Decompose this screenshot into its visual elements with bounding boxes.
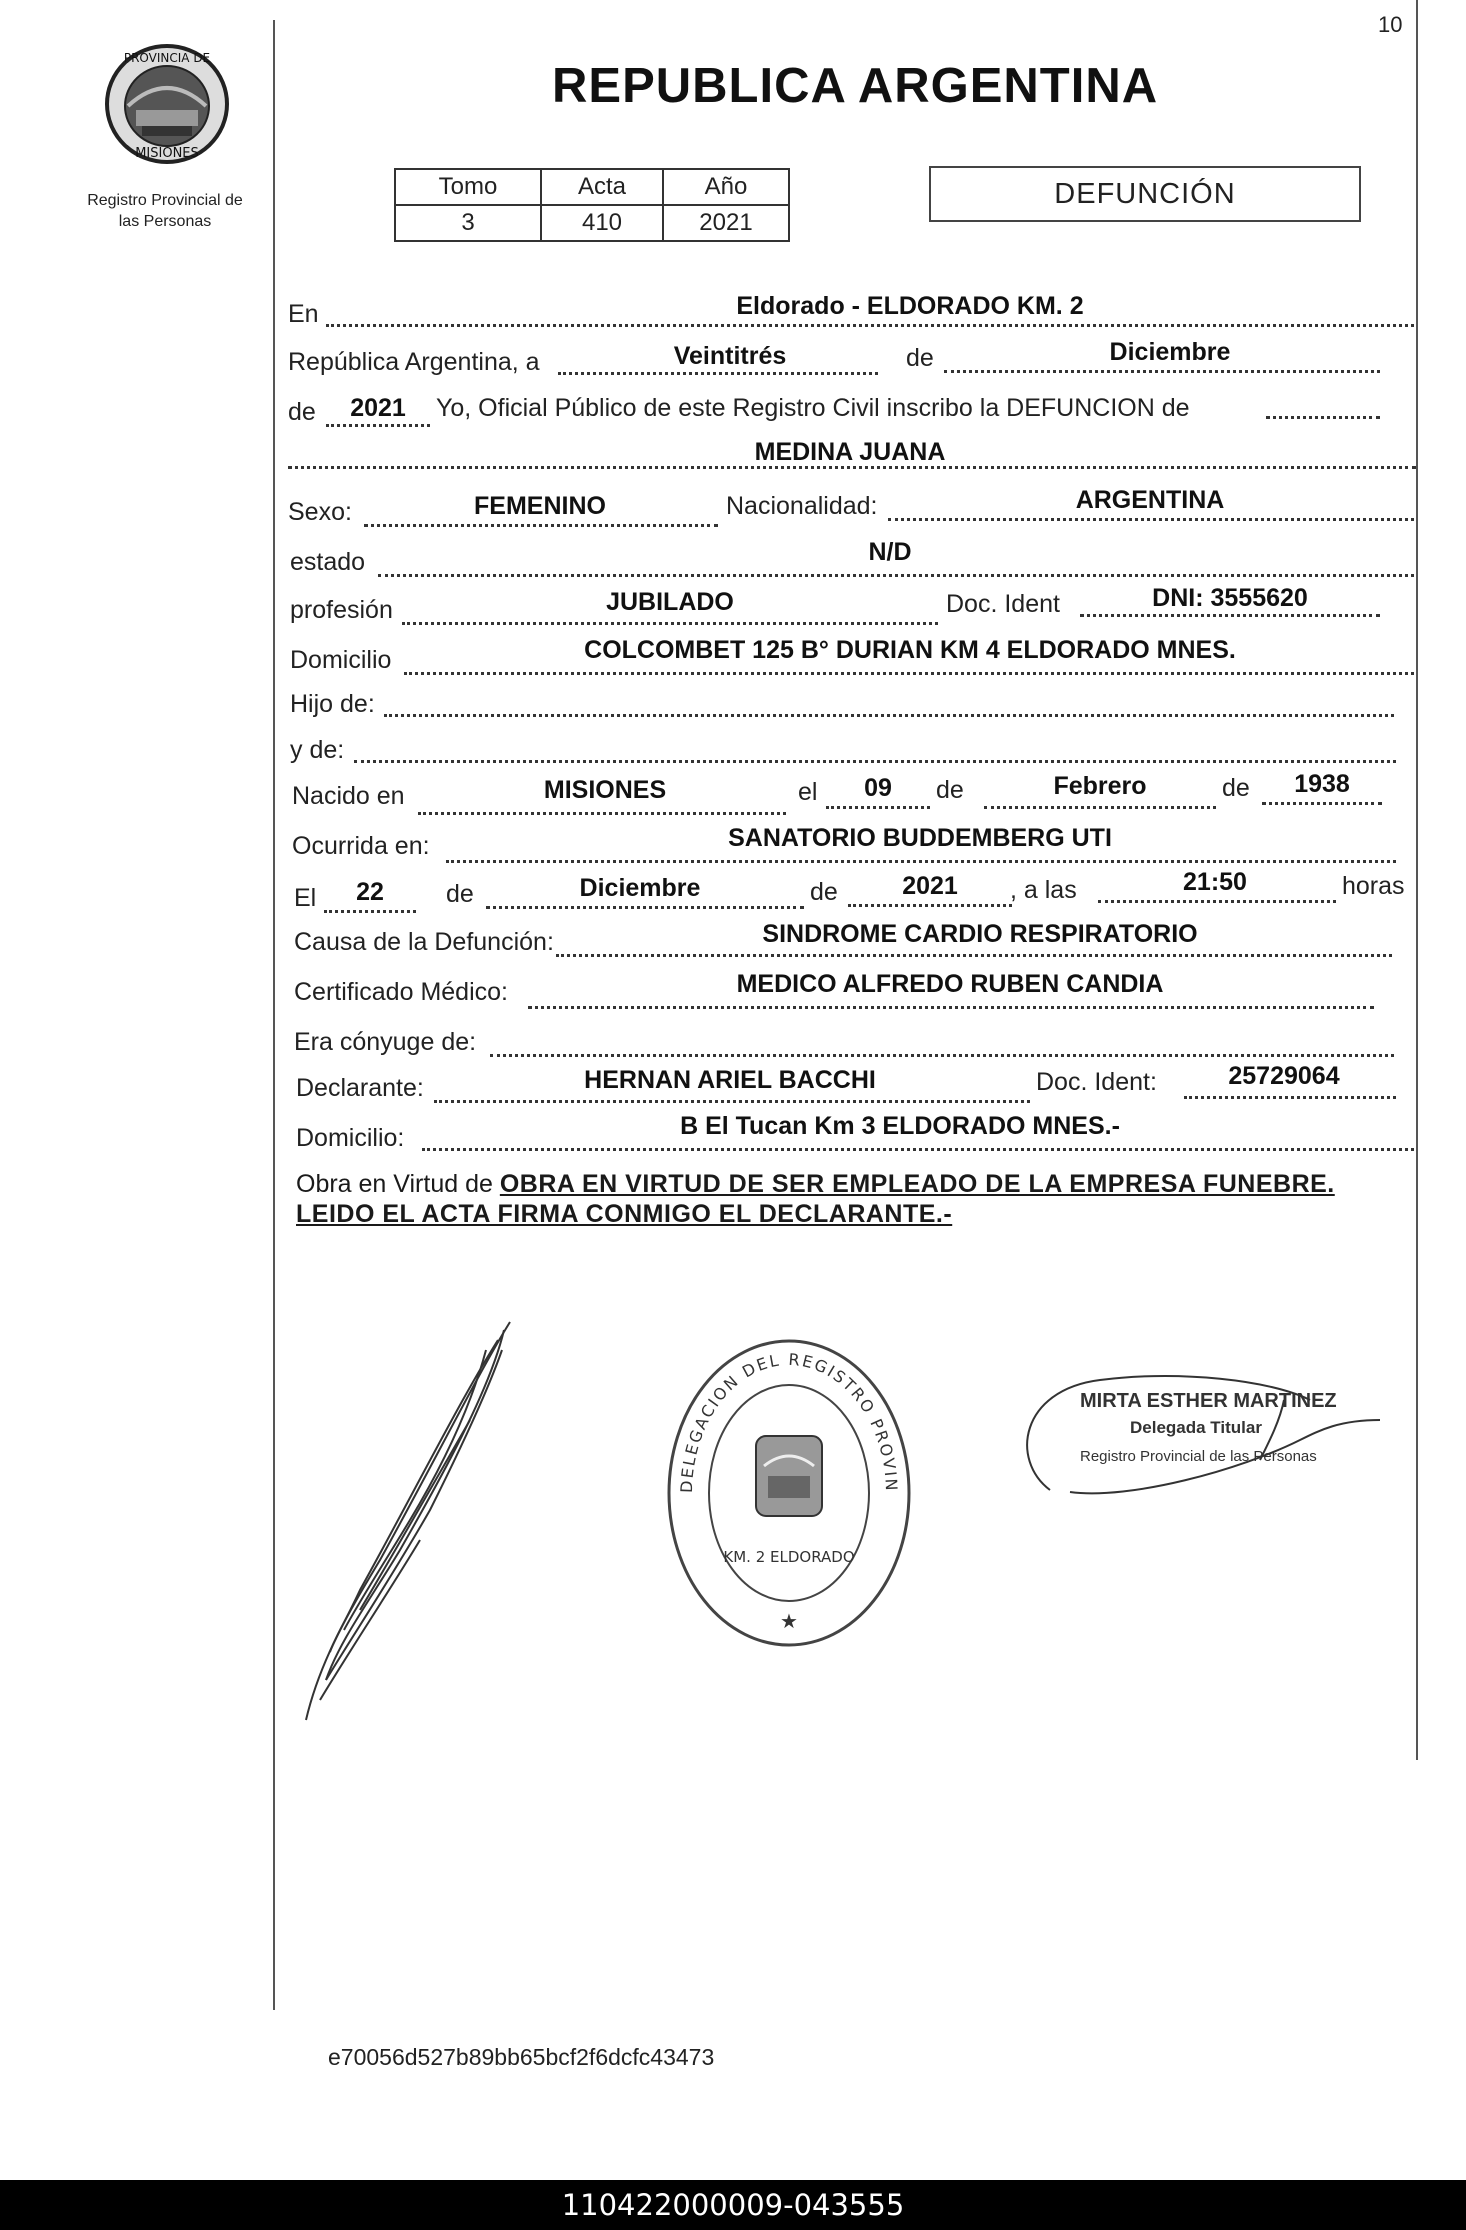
acta-header: Acta [541, 169, 663, 205]
value-causa: SINDROME CARDIO RESPIRATORIO [762, 920, 1198, 948]
value-declarante-domicilio: B El Tucan Km 3 ELDORADO MNES.- [680, 1112, 1120, 1140]
label-horas: horas [1342, 872, 1405, 900]
value-lugar: Eldorado - ELDORADO KM. 2 [736, 292, 1084, 320]
label-profesion: profesión [290, 596, 393, 624]
dots [1262, 802, 1382, 805]
province-logo [96, 40, 238, 170]
value-declarante-doc: 25729064 [1228, 1062, 1340, 1090]
value-obra-line1: OBRA EN VIRTUD DE SER EMPLEADO DE LA EMPRESA FUNEBRE. [499, 1170, 1335, 1198]
value-profesion: JUBILADO [606, 588, 734, 616]
bottom-code-bar: 110422000009-043555 [0, 2180, 1466, 2230]
dots [556, 954, 1392, 957]
dots [434, 1100, 1030, 1103]
label-doc-ident: Doc. Ident [946, 590, 1060, 618]
value-def-mes: Diciembre [579, 874, 701, 902]
value-nacionalidad: ARGENTINA [1075, 486, 1225, 514]
svg-text:PROVINCIA DE: PROVINCIA DE [123, 51, 211, 65]
label-nacionalidad: Nacionalidad: [726, 492, 878, 520]
value-estado: N/D [868, 538, 912, 566]
label-republica: República Argentina, a [288, 348, 540, 376]
label-de-1: de [906, 344, 934, 372]
obra-line-1 [296, 1170, 1335, 1199]
svg-text:MISIONES: MISIONES [135, 146, 199, 161]
dots [418, 812, 786, 815]
acta-value: 410 [541, 205, 663, 241]
value-anio: 2021 [350, 394, 406, 422]
svg-text:KM. 2 ELDORADO: KM. 2 ELDORADO [723, 1548, 855, 1566]
label-doc-ident-declarante: Doc. Ident: [1036, 1068, 1157, 1096]
value-def-dia: 22 [356, 878, 384, 906]
label-en: En [288, 300, 319, 328]
dots [402, 622, 938, 625]
record-type: DEFUNCIÓN [929, 166, 1361, 222]
label-domicilio-declarante: Domicilio: [296, 1124, 405, 1152]
right-margin-line [1416, 0, 1418, 1760]
tomo-value: 3 [395, 205, 541, 241]
declarant-signature [290, 1310, 530, 1730]
logo-caption-line1: Registro Provincial de [87, 192, 243, 209]
dots [422, 1148, 1414, 1151]
value-doc-ident: DNI: 3555620 [1152, 584, 1308, 612]
value-nombre: MEDINA JUANA [754, 438, 946, 466]
dots [1266, 416, 1380, 419]
value-ocurrida-en: SANATORIO BUDDEMBERG UTI [728, 824, 1112, 852]
dots [384, 714, 1394, 717]
label-el: el [798, 778, 818, 806]
page-number: 10 [1378, 12, 1403, 37]
anio-value: 2021 [663, 205, 789, 241]
label-obra: Obra en Virtud de [296, 1170, 493, 1198]
value-mes: Diciembre [1109, 338, 1231, 366]
value-sexo: FEMENINO [474, 492, 606, 520]
label-a-las: , a las [1010, 876, 1077, 904]
obra-line-2 [296, 1200, 952, 1229]
dots [1184, 1096, 1396, 1099]
svg-text:★: ★ [780, 1609, 798, 1633]
label-de-5: de [446, 880, 474, 908]
dots [326, 424, 430, 427]
acta-table [394, 168, 790, 242]
value-nac-anio: 1938 [1294, 770, 1350, 798]
dots [984, 806, 1216, 809]
dots [1098, 900, 1336, 903]
label-de-3: de [936, 776, 964, 804]
value-nac-dia: 09 [864, 774, 892, 802]
svg-text:DELEGACION DEL REGISTRO PROVIN: DELEGACION DEL REGISTRO PROVIN [676, 1349, 902, 1494]
dots [826, 806, 930, 809]
value-obra-line2: LEIDO EL ACTA FIRMA CONMIGO EL DECLARANTE.- [296, 1200, 953, 1228]
dots [378, 574, 1414, 577]
label-de-6: de [810, 878, 838, 906]
label-domicilio: Domicilio [290, 646, 392, 674]
logo-caption-line2: las Personas [118, 213, 212, 230]
label-certificado: Certificado Médico: [294, 978, 508, 1006]
label-de-2: de [288, 398, 316, 426]
official-office: Registro Provincial de las Personas [1080, 1448, 1317, 1465]
label-de-4: de [1222, 774, 1250, 802]
label-causa: Causa de la Defunción: [294, 928, 554, 956]
official-seal [664, 1336, 914, 1650]
dots [354, 760, 1396, 763]
label-declarante: Declarante: [296, 1074, 424, 1102]
label-ocurrida-en: Ocurrida en: [292, 832, 430, 860]
dots [486, 906, 804, 909]
dots [364, 524, 718, 527]
dots [1080, 614, 1380, 617]
dots [558, 372, 878, 375]
label-sexo: Sexo: [288, 498, 352, 526]
dots [490, 1054, 1394, 1057]
dots [944, 370, 1380, 373]
dots [848, 904, 1012, 907]
tomo-header: Tomo [395, 169, 541, 205]
left-margin-line [273, 20, 275, 2010]
value-nacido-en: MISIONES [543, 776, 667, 804]
official-name: MIRTA ESTHER MARTINEZ [1080, 1390, 1337, 1412]
value-declarante: HERNAN ARIEL BACCHI [584, 1066, 876, 1094]
document-hash: e70056d527b89bb65bcf2f6dcfc43473 [328, 2044, 715, 2070]
document-title: REPUBLICA ARGENTINA [552, 59, 1159, 113]
label-conyuge: Era cónyuge de: [294, 1028, 477, 1056]
value-def-anio: 2021 [902, 872, 958, 900]
official-signature-stamp [1010, 1360, 1390, 1520]
label-hijo-de: Hijo de: [290, 690, 375, 718]
anio-header: Año [663, 169, 789, 205]
value-def-hora: 21:50 [1183, 868, 1247, 896]
value-domicilio: COLCOMBET 125 B° DURIAN KM 4 ELDORADO MNES. [584, 636, 1236, 664]
label-yo: Yo, Oficial Público de este Registro Civil inscribo la DEFUNCION de [436, 394, 1190, 422]
label-estado: estado [290, 548, 366, 576]
dots [404, 672, 1414, 675]
value-nac-mes: Febrero [1053, 772, 1147, 800]
label-el-cap: El [294, 884, 317, 912]
dots [888, 518, 1414, 521]
official-role: Delegada Titular [1130, 1418, 1262, 1437]
label-nacido-en: Nacido en [292, 782, 405, 810]
value-dia: Veintitrés [673, 342, 787, 370]
dots [326, 324, 1414, 327]
dots [528, 1006, 1374, 1009]
label-y-de: y de: [290, 736, 345, 764]
dots [324, 910, 416, 913]
value-certificado: MEDICO ALFREDO RUBEN CANDIA [736, 970, 1164, 998]
dots [446, 860, 1396, 863]
